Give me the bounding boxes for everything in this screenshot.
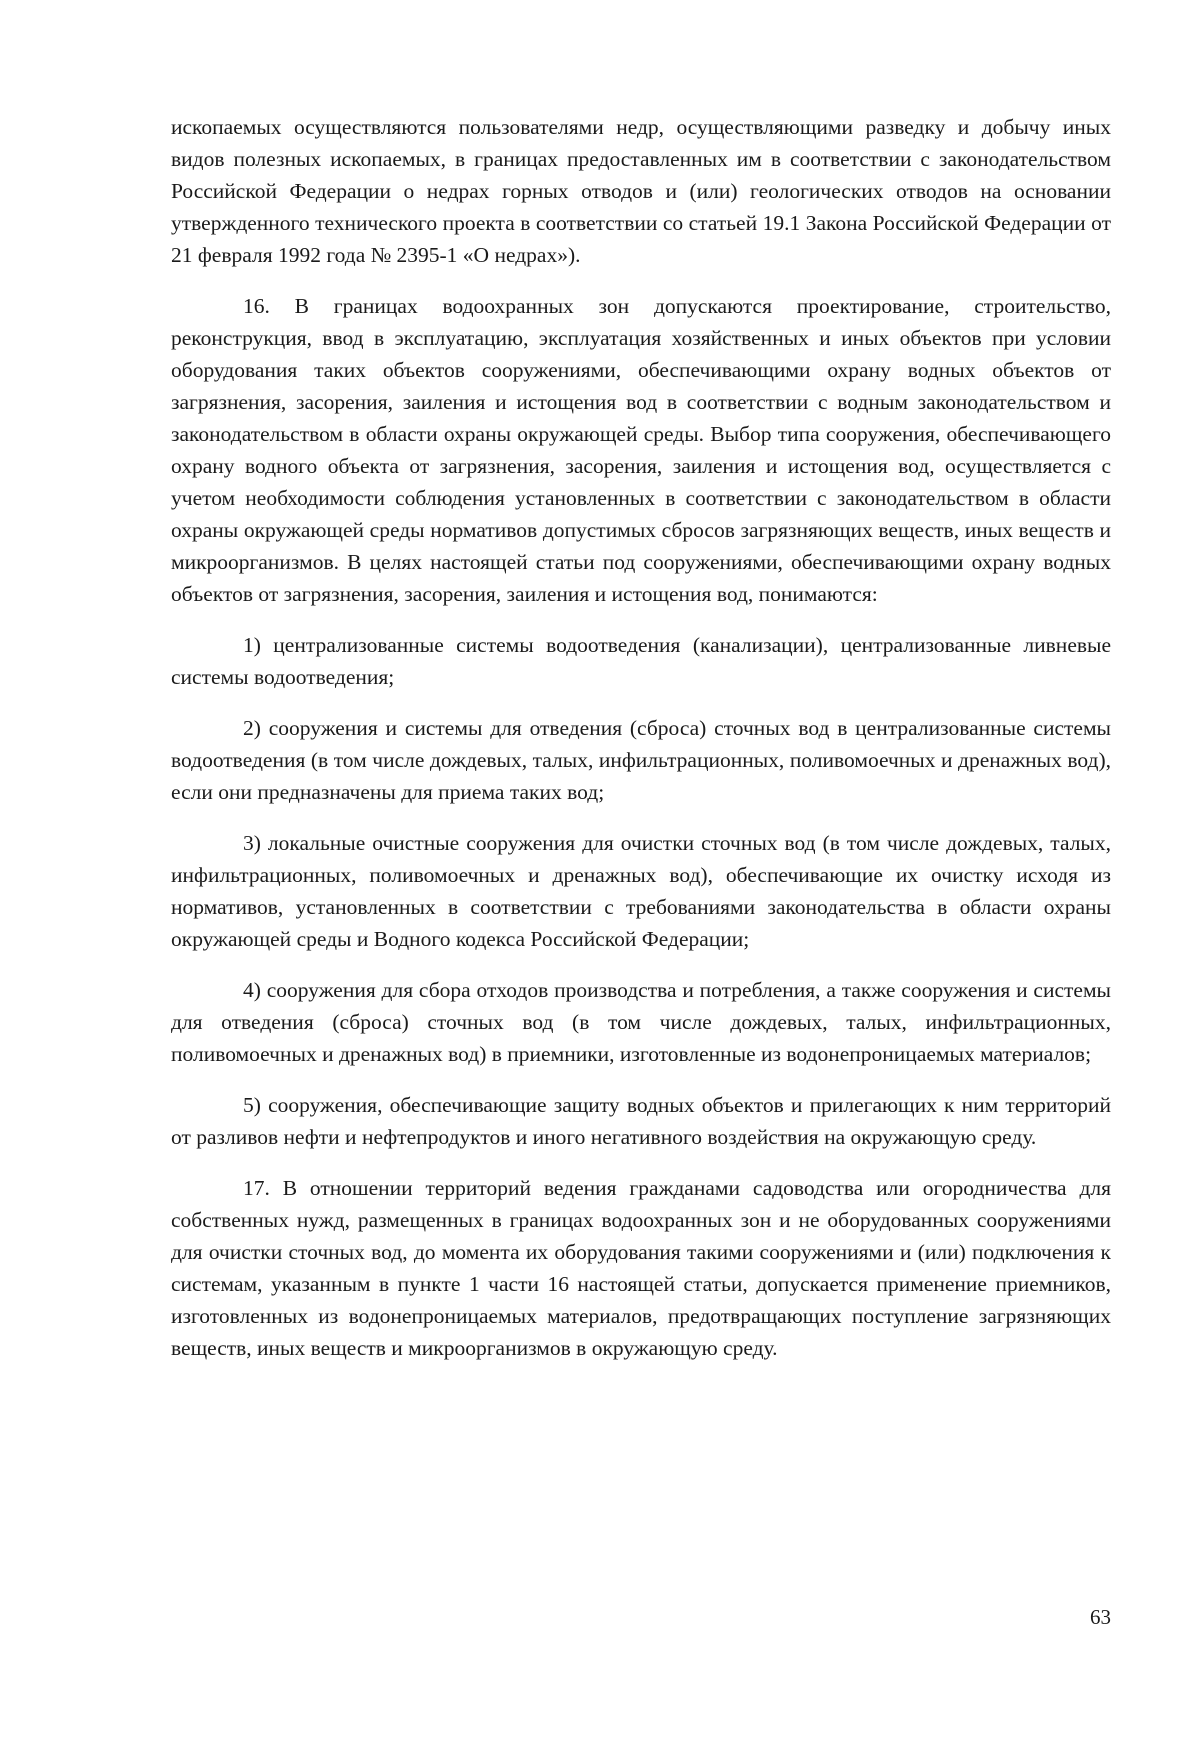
list-item-5: 5) сооружения, обеспечивающие защиту водных объектов и прилегающих к ним территорий от разливов нефти и нефтепродуктов и иного негативного воздействия на окружающую среду. <box>171 1093 1111 1149</box>
list-item-3: 3) локальные очистные сооружения для очистки сточных вод (в том числе дождевых, талых, инфильтрационных, поливомоечных и дренажных вод), обеспечивающие их очистку исходя из нормативов, установленных в соответствии с требованиями законодательства в области охраны окружающей среды и Водного кодекса Российской Федерации; <box>171 831 1111 951</box>
paragraph-continuation: ископаемых осуществляются пользователями недр, осуществляющими разведку и добычу иных видов полезных ископаемых, в границах предоставленных им в соответствии с законодательством Российской Федерации о недрах горных отводов и (или) геологических отводов на основании утвержденного технического проекта в соответствии со статьей 19.1 Закона Российской Федерации от 21 февраля 1992 года № 2395-1 «О недрах»). <box>171 115 1111 267</box>
list-item-2: 2) сооружения и системы для отведения (сброса) сточных вод в централизованные системы водоотведения (в том числе дождевых, талых, инфильтрационных, поливомоечных и дренажных вод), если они предназначены для приема таких вод; <box>171 716 1111 804</box>
list-item-4: 4) сооружения для сбора отходов производства и потребления, а также сооружения и системы для отведения (сброса) сточных вод (в том числе дождевых, талых, инфильтрационных, поливомоечных и дренажных вод) в приемники, изготовленные из водонепроницаемых материалов; <box>171 978 1111 1066</box>
paragraph-clause-16: 16. В границах водоохранных зон допускаются проектирование, строительство, реконструкция, ввод в эксплуатацию, эксплуатация хозяйственных и иных объектов при условии оборудования таких объектов сооружениями, обеспечивающими охрану водных объектов от загрязнения, засорения, заиления и истощения вод в соответствии с водным законодательством и законодательством в области охраны окружающей среды. Выбор типа сооружения, обеспечивающего охрану водного объекта от загрязнения, засорения, заиления и истощения вод, осуществляется с учетом необходимости соблюдения установленных в соответствии с законодательством в области охраны окружающей среды нормативов допустимых сбросов загрязняющих веществ, иных веществ и микроорганизмов. В целях настоящей статьи под сооружениями, обеспечивающими охрану водных объектов от загрязнения, засорения, заиления и истощения вод, понимаются: <box>171 294 1111 606</box>
document-body <box>171 111 1111 1383</box>
page-number: 63 <box>1090 1605 1111 1629</box>
paragraph-clause-17: 17. В отношении территорий ведения гражданами садоводства или огородничества для собственных нужд, размещенных в границах водоохранных зон и не оборудованных сооружениями для очистки сточных вод, до момента их оборудования такими сооружениями и (или) подключения к системам, указанным в пункте 1 части 16 настоящей статьи, допускается применение приемников, изготовленных из водонепроницаемых материалов, предотвращающих поступление загрязняющих веществ, иных веществ и микроорганизмов в окружающую среду. <box>171 1176 1111 1360</box>
list-item-1: 1) централизованные системы водоотведения (канализации), централизованные ливневые системы водоотведения; <box>171 633 1111 689</box>
